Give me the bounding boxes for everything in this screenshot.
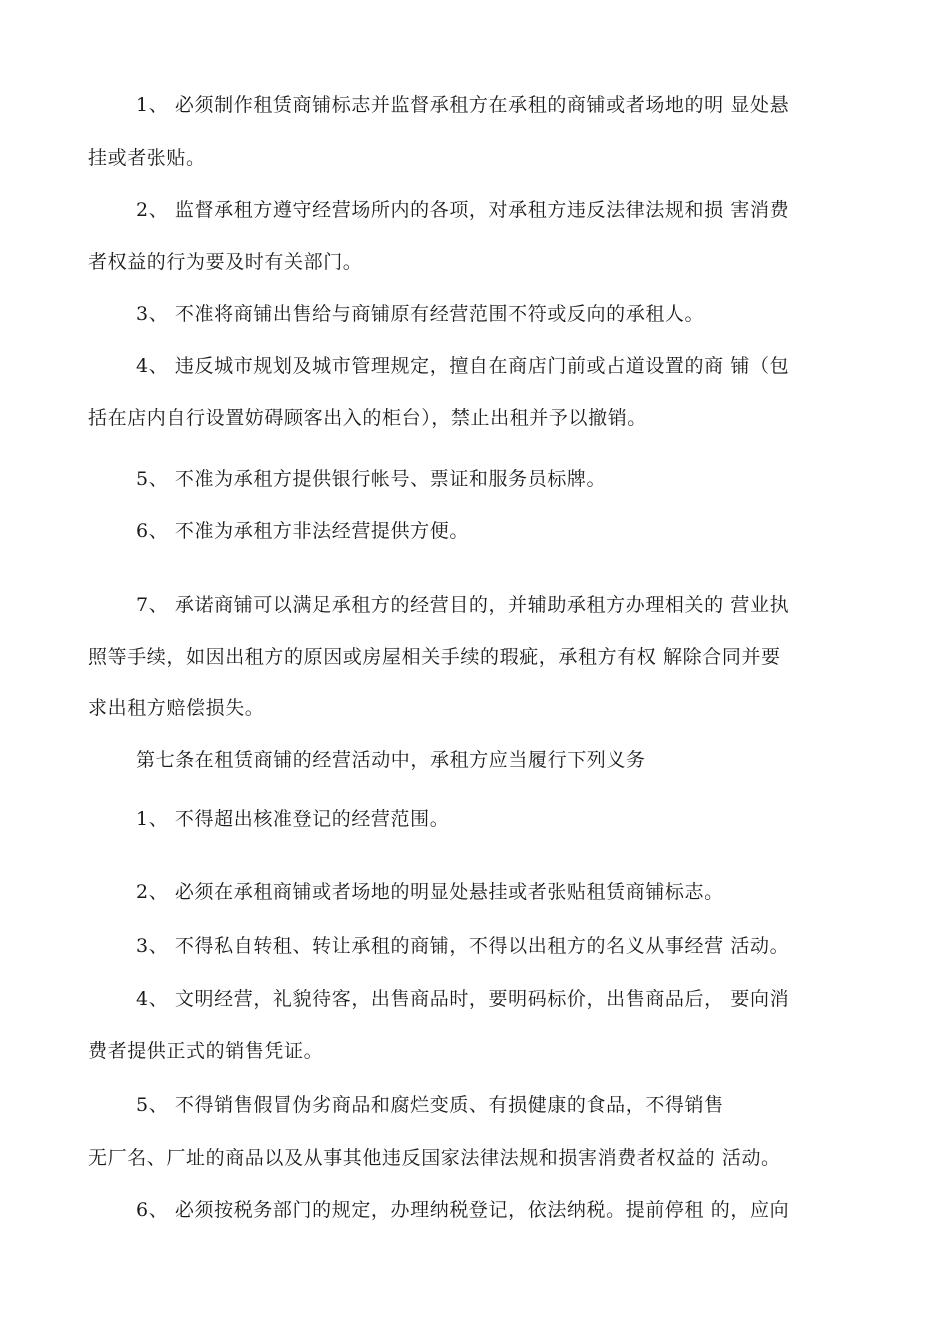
text-line: 5、 不得销售假冒伪劣商品和腐烂变质、有损健康的食品，不得销售 [136,1094,724,1116]
text-line: 费者提供正式的销售凭证。 [88,1040,324,1062]
text-line: 第七条在租赁商铺的经营活动中，承租方应当履行下列义务 [136,749,646,771]
text-line: 3、 不得私自转租、转让承租的商铺，不得以出租方的名义从事经营 活动。 [136,935,790,957]
text-line: 4、 违反城市规划及城市管理规定，擅自在商店门前或占道设置的商 铺（包 [136,355,790,377]
text-line: 1、 不得超出核准登记的经营范围。 [136,808,450,830]
text-line: 1、 必须制作租赁商铺标志并监督承租方在承租的商铺或者场地的明 显处悬 [136,94,790,116]
text-line: 者权益的行为要及时有关部门。 [88,251,363,273]
text-line: 无厂名、厂址的商品以及从事其他违反国家法律法规和损害消费者权益的 活动。 [88,1147,781,1169]
text-line: 求出租方赔偿损失。 [88,697,265,719]
text-line: 2、 监督承租方遵守经营场所内的各项，对承租方违反法律法规和损 害消费 [136,199,790,221]
text-line: 5、 不准为承租方提供银行帐号、票证和服务员标牌。 [136,468,607,490]
text-line: 2、 必须在承租商铺或者场地的明显处悬挂或者张贴租赁商铺标志。 [136,881,724,903]
text-line: 4、 文明经营，礼貌待客，出售商品时，要明码标价，出售商品后， 要向消 [136,988,790,1010]
text-line: 6、 必须按税务部门的规定，办理纳税登记，依法纳税。提前停租 的，应向 [136,1199,790,1221]
text-line: 挂或者张贴。 [88,147,206,169]
text-line: 括在店内自行设置妨碍顾客出入的柜台），禁止出租并予以撤销。 [88,407,647,429]
text-line: 3、 不准将商铺出售给与商铺原有经营范围不符或反向的承租人。 [136,303,705,325]
text-line: 6、 不准为承租方非法经营提供方便。 [136,520,469,542]
text-line: 7、 承诺商铺可以满足承租方的经营目的，并辅助承租方办理相关的 营业执 [136,594,790,616]
text-line: 照等手续，如因出租方的原因或房屋相关手续的瑕疵，承租方有权 解除合同并要 [88,646,781,668]
